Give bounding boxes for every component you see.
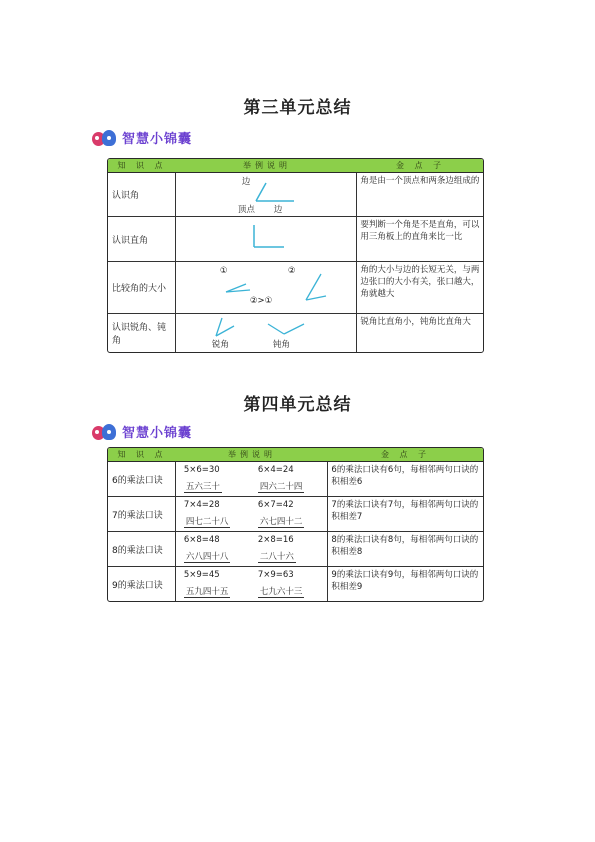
edge-label-bottom: 边: [273, 205, 283, 215]
rhyme-2: 七九六十三: [259, 587, 303, 597]
rhyme-1: 六八四十八: [185, 552, 229, 562]
tip-cell: 6的乘法口诀有6句，每相邻两句口诀的积相差6: [331, 465, 479, 487]
unit4-title: 第四单元总结: [243, 395, 352, 415]
unit3-title: 第三单元总结: [243, 98, 352, 118]
vertex-label: 顶点: [237, 205, 255, 215]
topic-cell: 8的乘法口诀: [108, 532, 176, 566]
example-cell: [176, 173, 358, 216]
rhyme-1: 五六三十: [185, 482, 220, 492]
banner-label: 智慧小锦囊: [122, 131, 193, 147]
obtuse-label: 钝角: [272, 340, 290, 350]
equation-2: 6×4=24: [257, 465, 294, 475]
header-tip: 金 点 子: [380, 450, 431, 459]
right-angle-diagram: [176, 217, 357, 261]
tip-cell: 9的乘法口诀有9句，每相邻两句口诀的积相差9: [331, 570, 479, 592]
equation-2: 2×8=16: [257, 535, 294, 545]
topic-cell: 认识直角: [108, 217, 176, 261]
header-topic: 知 识 点: [117, 161, 167, 170]
topic-cell: 9的乘法口诀: [108, 567, 176, 601]
table-row: [108, 532, 483, 567]
table-row: [108, 567, 483, 601]
example-cell: [176, 532, 329, 566]
acute-obtuse-diagram: [176, 314, 357, 352]
header-example: 举例说明: [228, 450, 276, 459]
topic-cell: 认识锐角、钝角: [108, 314, 176, 352]
angle-diagram: [176, 173, 357, 216]
rhyme-2: 六七四十二: [259, 517, 303, 527]
table-row: [108, 217, 483, 262]
example-cell: [176, 462, 329, 496]
tip-cell: 角的大小与边的长短无关，与两边张口的大小有关，张口越大，角就越大: [360, 265, 480, 299]
compare-label: ②>①: [249, 296, 273, 306]
table-header: [108, 159, 483, 173]
header-tip: 金 点 子: [395, 161, 446, 170]
tip-cell: 角是由一个顶点和两条边组成的: [360, 176, 480, 186]
equation-1: 6×8=48: [183, 535, 220, 545]
rhyme-2: 四六二十四: [259, 482, 303, 492]
unit3-table: [107, 158, 484, 353]
edge-label-top: 边: [241, 177, 251, 187]
angle-two-label: ②: [287, 266, 296, 276]
tip-cell: 7的乘法口诀有7句，每相邻两句口诀的积相差7: [331, 500, 479, 522]
example-cell: [176, 262, 358, 313]
mascot-icon: [92, 126, 118, 148]
banner-label: 智慧小锦囊: [122, 425, 193, 441]
acute-label: 锐角: [211, 340, 229, 350]
example-cell: [176, 567, 329, 601]
equation-1: 7×4=28: [183, 500, 220, 510]
equation-2: 6×7=42: [257, 500, 294, 510]
equation-1: 5×6=30: [183, 465, 220, 475]
equation-1: 5×9=45: [183, 570, 220, 580]
tip-cell: 要判断一个角是不是直角，可以用三角板上的直角来比一比: [360, 220, 480, 242]
topic-cell: 6的乘法口诀: [108, 462, 176, 496]
tip-cell: 8的乘法口诀有8句，每相邻两句口诀的积相差8: [331, 535, 479, 557]
tip-cell: 锐角比直角小，钝角比直角大: [360, 317, 471, 327]
header-topic: 知 识 点: [117, 450, 167, 459]
table-row: [108, 173, 483, 217]
rhyme-2: 二八十六: [259, 552, 294, 562]
angle-one-label: ①: [219, 266, 228, 276]
unit4-table: [107, 447, 484, 602]
mascot-icon: [92, 420, 118, 442]
example-cell: [176, 314, 358, 352]
topic-cell: 认识角: [108, 173, 176, 216]
header-example: 举例说明: [243, 161, 291, 170]
example-cell: [176, 497, 329, 531]
table-header: [108, 448, 483, 462]
table-row: [108, 314, 483, 352]
equation-2: 7×9=63: [257, 570, 294, 580]
table-row: [108, 262, 483, 314]
example-cell: [176, 217, 358, 261]
table-row: [108, 497, 483, 532]
rhyme-1: 四七二十八: [185, 517, 229, 527]
unit3-banner: [92, 126, 192, 148]
rhyme-1: 五九四十五: [185, 587, 229, 597]
unit4-banner: [92, 420, 192, 442]
table-row: [108, 462, 483, 497]
topic-cell: 比较角的大小: [108, 262, 176, 313]
topic-cell: 7的乘法口诀: [108, 497, 176, 531]
